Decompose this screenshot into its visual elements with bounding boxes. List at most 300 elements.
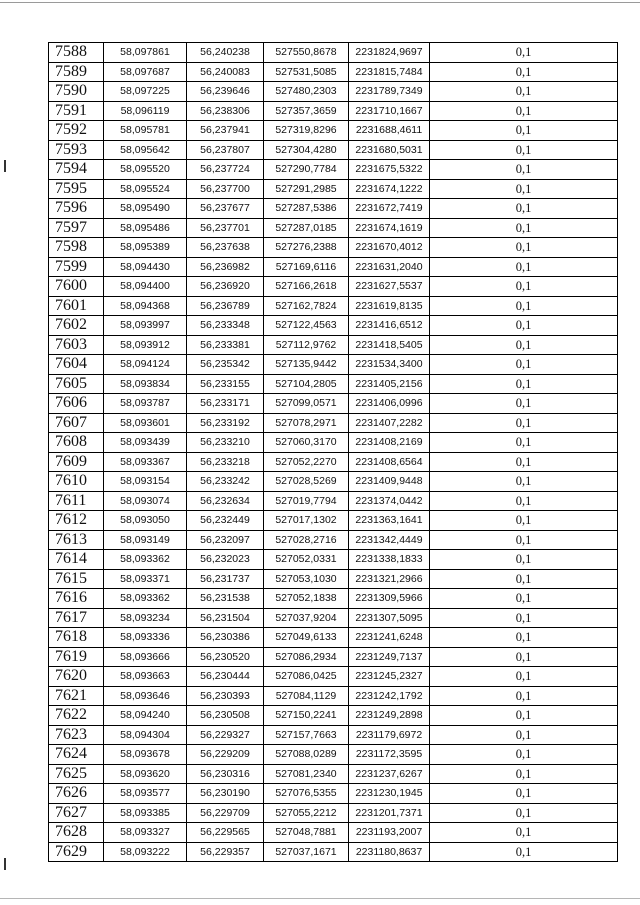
y-coordinate-cell: 2231674,1222 <box>349 179 430 199</box>
table-row <box>49 140 618 160</box>
point-number-cell: 7594 <box>49 160 104 180</box>
table-row <box>49 472 618 492</box>
longitude-cell: 56,235342 <box>187 355 264 375</box>
y-coordinate-cell: 2231406,0996 <box>349 394 430 414</box>
x-coordinate-cell: 527291,2985 <box>264 179 349 199</box>
table-row <box>49 784 618 804</box>
table-row <box>49 160 618 180</box>
longitude-cell: 56,231737 <box>187 569 264 589</box>
latitude-cell: 58,093362 <box>104 550 187 570</box>
accuracy-cell: 0,1 <box>430 199 618 219</box>
coordinates-table-body <box>49 43 618 862</box>
table-row <box>49 218 618 238</box>
point-number-cell: 7593 <box>49 140 104 160</box>
table-row <box>49 725 618 745</box>
y-coordinate-cell: 2231672,7419 <box>349 199 430 219</box>
y-coordinate-cell: 2231627,5537 <box>349 277 430 297</box>
x-coordinate-cell: 527550,8678 <box>264 43 349 63</box>
y-coordinate-cell: 2231245,2327 <box>349 667 430 687</box>
accuracy-cell: 0,1 <box>430 62 618 82</box>
table-row <box>49 335 618 355</box>
table-row <box>49 608 618 628</box>
x-coordinate-cell: 527037,9204 <box>264 608 349 628</box>
table-row <box>49 569 618 589</box>
latitude-cell: 58,094240 <box>104 706 187 726</box>
point-number-cell: 7618 <box>49 628 104 648</box>
y-coordinate-cell: 2231409,9448 <box>349 472 430 492</box>
y-coordinate-cell: 2231309,5966 <box>349 589 430 609</box>
longitude-cell: 56,238306 <box>187 101 264 121</box>
latitude-cell: 58,097687 <box>104 62 187 82</box>
accuracy-cell: 0,1 <box>430 101 618 121</box>
y-coordinate-cell: 2231418,5405 <box>349 335 430 355</box>
point-number-cell: 7612 <box>49 511 104 531</box>
y-coordinate-cell: 2231363,1641 <box>349 511 430 531</box>
y-coordinate-cell: 2231631,2040 <box>349 257 430 277</box>
longitude-cell: 56,237807 <box>187 140 264 160</box>
accuracy-cell: 0,1 <box>430 160 618 180</box>
point-number-cell: 7619 <box>49 647 104 667</box>
accuracy-cell: 0,1 <box>430 491 618 511</box>
longitude-cell: 56,229357 <box>187 842 264 862</box>
latitude-cell: 58,093678 <box>104 745 187 765</box>
point-number-cell: 7617 <box>49 608 104 628</box>
point-number-cell: 7600 <box>49 277 104 297</box>
point-number-cell: 7611 <box>49 491 104 511</box>
latitude-cell: 58,095781 <box>104 121 187 141</box>
point-number-cell: 7628 <box>49 823 104 843</box>
y-coordinate-cell: 2231407,2282 <box>349 413 430 433</box>
x-coordinate-cell: 527017,1302 <box>264 511 349 531</box>
longitude-cell: 56,233218 <box>187 452 264 472</box>
x-coordinate-cell: 527531,5085 <box>264 62 349 82</box>
x-coordinate-cell: 527055,2212 <box>264 803 349 823</box>
table-row <box>49 316 618 336</box>
table-row <box>49 667 618 687</box>
longitude-cell: 56,233242 <box>187 472 264 492</box>
accuracy-cell: 0,1 <box>430 82 618 102</box>
longitude-cell: 56,230316 <box>187 764 264 784</box>
table-row <box>49 238 618 258</box>
point-number-cell: 7595 <box>49 179 104 199</box>
x-coordinate-cell: 527086,0425 <box>264 667 349 687</box>
accuracy-cell: 0,1 <box>430 296 618 316</box>
accuracy-cell: 0,1 <box>430 140 618 160</box>
x-coordinate-cell: 527081,2340 <box>264 764 349 784</box>
latitude-cell: 58,093787 <box>104 394 187 414</box>
accuracy-cell: 0,1 <box>430 472 618 492</box>
point-number-cell: 7590 <box>49 82 104 102</box>
accuracy-cell: 0,1 <box>430 121 618 141</box>
latitude-cell: 58,097225 <box>104 82 187 102</box>
point-number-cell: 7602 <box>49 316 104 336</box>
table-row <box>49 706 618 726</box>
accuracy-cell: 0,1 <box>430 452 618 472</box>
y-coordinate-cell: 2231789,7349 <box>349 82 430 102</box>
y-coordinate-cell: 2231241,6248 <box>349 628 430 648</box>
y-coordinate-cell: 2231321,2966 <box>349 569 430 589</box>
latitude-cell: 58,093234 <box>104 608 187 628</box>
table-row <box>49 121 618 141</box>
longitude-cell: 56,230190 <box>187 784 264 804</box>
point-number-cell: 7627 <box>49 803 104 823</box>
accuracy-cell: 0,1 <box>430 589 618 609</box>
longitude-cell: 56,230393 <box>187 686 264 706</box>
y-coordinate-cell: 2231674,1619 <box>349 218 430 238</box>
point-number-cell: 7599 <box>49 257 104 277</box>
longitude-cell: 56,232449 <box>187 511 264 531</box>
point-number-cell: 7607 <box>49 413 104 433</box>
point-number-cell: 7615 <box>49 569 104 589</box>
latitude-cell: 58,094124 <box>104 355 187 375</box>
y-coordinate-cell: 2231710,1667 <box>349 101 430 121</box>
latitude-cell: 58,093577 <box>104 784 187 804</box>
y-coordinate-cell: 2231408,6564 <box>349 452 430 472</box>
longitude-cell: 56,231504 <box>187 608 264 628</box>
coordinates-table <box>48 42 618 862</box>
y-coordinate-cell: 2231249,2898 <box>349 706 430 726</box>
latitude-cell: 58,093336 <box>104 628 187 648</box>
accuracy-cell: 0,1 <box>430 803 618 823</box>
accuracy-cell: 0,1 <box>430 647 618 667</box>
point-number-cell: 7601 <box>49 296 104 316</box>
y-coordinate-cell: 2231249,7137 <box>349 647 430 667</box>
accuracy-cell: 0,1 <box>430 316 618 336</box>
point-number-cell: 7629 <box>49 842 104 862</box>
y-coordinate-cell: 2231193,2007 <box>349 823 430 843</box>
x-coordinate-cell: 527276,2388 <box>264 238 349 258</box>
longitude-cell: 56,232097 <box>187 530 264 550</box>
x-coordinate-cell: 527028,5269 <box>264 472 349 492</box>
table-row <box>49 394 618 414</box>
scan-margin-mark <box>4 160 6 172</box>
scan-bottom-edge <box>0 898 640 899</box>
latitude-cell: 58,093646 <box>104 686 187 706</box>
point-number-cell: 7621 <box>49 686 104 706</box>
longitude-cell: 56,229709 <box>187 803 264 823</box>
latitude-cell: 58,093439 <box>104 433 187 453</box>
longitude-cell: 56,236789 <box>187 296 264 316</box>
longitude-cell: 56,230520 <box>187 647 264 667</box>
x-coordinate-cell: 527480,2303 <box>264 82 349 102</box>
longitude-cell: 56,236982 <box>187 257 264 277</box>
point-number-cell: 7624 <box>49 745 104 765</box>
accuracy-cell: 0,1 <box>430 823 618 843</box>
y-coordinate-cell: 2231374,0442 <box>349 491 430 511</box>
point-number-cell: 7598 <box>49 238 104 258</box>
accuracy-cell: 0,1 <box>430 764 618 784</box>
table-row <box>49 550 618 570</box>
y-coordinate-cell: 2231688,4611 <box>349 121 430 141</box>
table-row <box>49 686 618 706</box>
y-coordinate-cell: 2231237,6267 <box>349 764 430 784</box>
y-coordinate-cell: 2231680,5031 <box>349 140 430 160</box>
x-coordinate-cell: 527053,1030 <box>264 569 349 589</box>
table-row <box>49 628 618 648</box>
accuracy-cell: 0,1 <box>430 218 618 238</box>
point-number-cell: 7604 <box>49 355 104 375</box>
table-row <box>49 257 618 277</box>
y-coordinate-cell: 2231405,2156 <box>349 374 430 394</box>
point-number-cell: 7606 <box>49 394 104 414</box>
x-coordinate-cell: 527076,5355 <box>264 784 349 804</box>
accuracy-cell: 0,1 <box>430 257 618 277</box>
x-coordinate-cell: 527287,5386 <box>264 199 349 219</box>
table-row <box>49 199 618 219</box>
x-coordinate-cell: 527169,6116 <box>264 257 349 277</box>
point-number-cell: 7588 <box>49 43 104 63</box>
longitude-cell: 56,237701 <box>187 218 264 238</box>
accuracy-cell: 0,1 <box>430 238 618 258</box>
point-number-cell: 7625 <box>49 764 104 784</box>
x-coordinate-cell: 527052,0331 <box>264 550 349 570</box>
latitude-cell: 58,094368 <box>104 296 187 316</box>
latitude-cell: 58,093997 <box>104 316 187 336</box>
table-row <box>49 511 618 531</box>
latitude-cell: 58,093149 <box>104 530 187 550</box>
x-coordinate-cell: 527052,2270 <box>264 452 349 472</box>
longitude-cell: 56,229565 <box>187 823 264 843</box>
y-coordinate-cell: 2231534,3400 <box>349 355 430 375</box>
point-number-cell: 7591 <box>49 101 104 121</box>
y-coordinate-cell: 2231338,1833 <box>349 550 430 570</box>
x-coordinate-cell: 527099,0571 <box>264 394 349 414</box>
point-number-cell: 7610 <box>49 472 104 492</box>
latitude-cell: 58,095486 <box>104 218 187 238</box>
accuracy-cell: 0,1 <box>430 335 618 355</box>
longitude-cell: 56,230444 <box>187 667 264 687</box>
latitude-cell: 58,093620 <box>104 764 187 784</box>
x-coordinate-cell: 527088,0289 <box>264 745 349 765</box>
table-row <box>49 43 618 63</box>
table-row <box>49 589 618 609</box>
y-coordinate-cell: 2231416,6512 <box>349 316 430 336</box>
x-coordinate-cell: 527037,1671 <box>264 842 349 862</box>
latitude-cell: 58,094430 <box>104 257 187 277</box>
x-coordinate-cell: 527319,8296 <box>264 121 349 141</box>
x-coordinate-cell: 527078,2971 <box>264 413 349 433</box>
latitude-cell: 58,093371 <box>104 569 187 589</box>
longitude-cell: 56,231538 <box>187 589 264 609</box>
accuracy-cell: 0,1 <box>430 569 618 589</box>
x-coordinate-cell: 527104,2805 <box>264 374 349 394</box>
accuracy-cell: 0,1 <box>430 550 618 570</box>
latitude-cell: 58,093601 <box>104 413 187 433</box>
point-number-cell: 7609 <box>49 452 104 472</box>
longitude-cell: 56,233210 <box>187 433 264 453</box>
accuracy-cell: 0,1 <box>430 394 618 414</box>
x-coordinate-cell: 527086,2934 <box>264 647 349 667</box>
accuracy-cell: 0,1 <box>430 511 618 531</box>
x-coordinate-cell: 527162,7824 <box>264 296 349 316</box>
x-coordinate-cell: 527049,6133 <box>264 628 349 648</box>
longitude-cell: 56,229209 <box>187 745 264 765</box>
longitude-cell: 56,233155 <box>187 374 264 394</box>
x-coordinate-cell: 527304,4280 <box>264 140 349 160</box>
table-row <box>49 530 618 550</box>
table-row <box>49 803 618 823</box>
longitude-cell: 56,237638 <box>187 238 264 258</box>
table-row <box>49 179 618 199</box>
table-row <box>49 823 618 843</box>
point-number-cell: 7596 <box>49 199 104 219</box>
latitude-cell: 58,093834 <box>104 374 187 394</box>
longitude-cell: 56,237677 <box>187 199 264 219</box>
point-number-cell: 7597 <box>49 218 104 238</box>
table-row <box>49 374 618 394</box>
longitude-cell: 56,239646 <box>187 82 264 102</box>
accuracy-cell: 0,1 <box>430 784 618 804</box>
table-row <box>49 764 618 784</box>
y-coordinate-cell: 2231815,7484 <box>349 62 430 82</box>
longitude-cell: 56,233192 <box>187 413 264 433</box>
table-row <box>49 82 618 102</box>
x-coordinate-cell: 527048,7881 <box>264 823 349 843</box>
latitude-cell: 58,093367 <box>104 452 187 472</box>
x-coordinate-cell: 527084,1129 <box>264 686 349 706</box>
latitude-cell: 58,094400 <box>104 277 187 297</box>
latitude-cell: 58,093222 <box>104 842 187 862</box>
y-coordinate-cell: 2231242,1792 <box>349 686 430 706</box>
latitude-cell: 58,095389 <box>104 238 187 258</box>
x-coordinate-cell: 527157,7663 <box>264 725 349 745</box>
y-coordinate-cell: 2231675,5322 <box>349 160 430 180</box>
latitude-cell: 58,093666 <box>104 647 187 667</box>
x-coordinate-cell: 527135,9442 <box>264 355 349 375</box>
longitude-cell: 56,240238 <box>187 43 264 63</box>
longitude-cell: 56,237941 <box>187 121 264 141</box>
accuracy-cell: 0,1 <box>430 530 618 550</box>
table-row <box>49 296 618 316</box>
longitude-cell: 56,232023 <box>187 550 264 570</box>
accuracy-cell: 0,1 <box>430 43 618 63</box>
longitude-cell: 56,233348 <box>187 316 264 336</box>
accuracy-cell: 0,1 <box>430 725 618 745</box>
x-coordinate-cell: 527060,3170 <box>264 433 349 453</box>
x-coordinate-cell: 527028,2716 <box>264 530 349 550</box>
longitude-cell: 56,230508 <box>187 706 264 726</box>
latitude-cell: 58,095490 <box>104 199 187 219</box>
longitude-cell: 56,233381 <box>187 335 264 355</box>
latitude-cell: 58,093074 <box>104 491 187 511</box>
y-coordinate-cell: 2231230,1945 <box>349 784 430 804</box>
latitude-cell: 58,093362 <box>104 589 187 609</box>
point-number-cell: 7620 <box>49 667 104 687</box>
x-coordinate-cell: 527150,2241 <box>264 706 349 726</box>
accuracy-cell: 0,1 <box>430 277 618 297</box>
point-number-cell: 7614 <box>49 550 104 570</box>
y-coordinate-cell: 2231619,8135 <box>349 296 430 316</box>
table-row <box>49 491 618 511</box>
point-number-cell: 7592 <box>49 121 104 141</box>
y-coordinate-cell: 2231408,2169 <box>349 433 430 453</box>
y-coordinate-cell: 2231342,4449 <box>349 530 430 550</box>
accuracy-cell: 0,1 <box>430 745 618 765</box>
latitude-cell: 58,093912 <box>104 335 187 355</box>
accuracy-cell: 0,1 <box>430 706 618 726</box>
longitude-cell: 56,230386 <box>187 628 264 648</box>
latitude-cell: 58,095642 <box>104 140 187 160</box>
latitude-cell: 58,093154 <box>104 472 187 492</box>
accuracy-cell: 0,1 <box>430 179 618 199</box>
table-row <box>49 413 618 433</box>
latitude-cell: 58,093327 <box>104 823 187 843</box>
point-number-cell: 7623 <box>49 725 104 745</box>
y-coordinate-cell: 2231307,5095 <box>349 608 430 628</box>
longitude-cell: 56,237724 <box>187 160 264 180</box>
table-row <box>49 355 618 375</box>
table-row <box>49 745 618 765</box>
accuracy-cell: 0,1 <box>430 608 618 628</box>
latitude-cell: 58,094304 <box>104 725 187 745</box>
table-row <box>49 842 618 862</box>
longitude-cell: 56,236920 <box>187 277 264 297</box>
accuracy-cell: 0,1 <box>430 667 618 687</box>
latitude-cell: 58,093385 <box>104 803 187 823</box>
table-row <box>49 452 618 472</box>
table-row <box>49 101 618 121</box>
latitude-cell: 58,093663 <box>104 667 187 687</box>
y-coordinate-cell: 2231172,3595 <box>349 745 430 765</box>
x-coordinate-cell: 527290,7784 <box>264 160 349 180</box>
point-number-cell: 7603 <box>49 335 104 355</box>
longitude-cell: 56,229327 <box>187 725 264 745</box>
table-row <box>49 277 618 297</box>
point-number-cell: 7608 <box>49 433 104 453</box>
point-number-cell: 7605 <box>49 374 104 394</box>
y-coordinate-cell: 2231824,9697 <box>349 43 430 63</box>
latitude-cell: 58,096119 <box>104 101 187 121</box>
longitude-cell: 56,240083 <box>187 62 264 82</box>
longitude-cell: 56,237700 <box>187 179 264 199</box>
x-coordinate-cell: 527166,2618 <box>264 277 349 297</box>
latitude-cell: 58,095520 <box>104 160 187 180</box>
y-coordinate-cell: 2231179,6972 <box>349 725 430 745</box>
y-coordinate-cell: 2231201,7371 <box>349 803 430 823</box>
x-coordinate-cell: 527357,3659 <box>264 101 349 121</box>
accuracy-cell: 0,1 <box>430 686 618 706</box>
y-coordinate-cell: 2231180,8637 <box>349 842 430 862</box>
longitude-cell: 56,233171 <box>187 394 264 414</box>
accuracy-cell: 0,1 <box>430 355 618 375</box>
table-row <box>49 647 618 667</box>
accuracy-cell: 0,1 <box>430 413 618 433</box>
accuracy-cell: 0,1 <box>430 433 618 453</box>
x-coordinate-cell: 527122,4563 <box>264 316 349 336</box>
x-coordinate-cell: 527287,0185 <box>264 218 349 238</box>
y-coordinate-cell: 2231670,4012 <box>349 238 430 258</box>
latitude-cell: 58,093050 <box>104 511 187 531</box>
point-number-cell: 7589 <box>49 62 104 82</box>
x-coordinate-cell: 527112,9762 <box>264 335 349 355</box>
table-row <box>49 62 618 82</box>
x-coordinate-cell: 527019,7794 <box>264 491 349 511</box>
accuracy-cell: 0,1 <box>430 374 618 394</box>
scan-top-edge <box>0 2 640 3</box>
point-number-cell: 7626 <box>49 784 104 804</box>
latitude-cell: 58,097861 <box>104 43 187 63</box>
accuracy-cell: 0,1 <box>430 628 618 648</box>
longitude-cell: 56,232634 <box>187 491 264 511</box>
accuracy-cell: 0,1 <box>430 842 618 862</box>
x-coordinate-cell: 527052,1838 <box>264 589 349 609</box>
scan-margin-mark <box>4 858 6 870</box>
point-number-cell: 7622 <box>49 706 104 726</box>
point-number-cell: 7616 <box>49 589 104 609</box>
table-row <box>49 433 618 453</box>
point-number-cell: 7613 <box>49 530 104 550</box>
latitude-cell: 58,095524 <box>104 179 187 199</box>
